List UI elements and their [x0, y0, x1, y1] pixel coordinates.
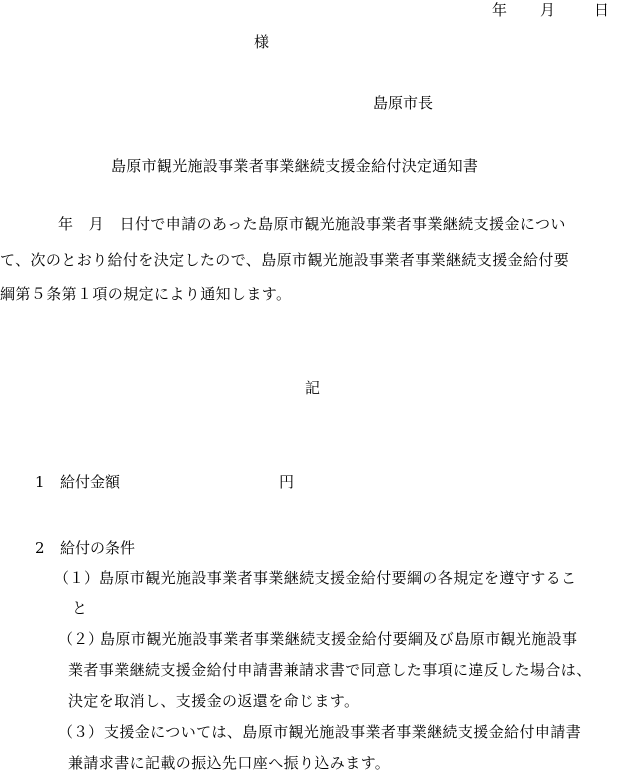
body-line: 年 月 日付で申請のあった島原市観光施設事業者事業継続支援金につい	[58, 215, 566, 233]
condition-3-number: （３）	[58, 723, 104, 741]
condition-1-number: （１）	[54, 569, 100, 587]
condition-2-line: 決定を取消し、支援金の返還を命じます。	[68, 692, 360, 710]
date-year-label: 年	[492, 1, 508, 19]
section-2-label: 給付の条件	[60, 539, 136, 557]
condition-3-line: 兼請求書に記載の振込先口座へ振り込みます。	[68, 754, 391, 772]
date-month-label: 月	[540, 1, 556, 19]
addressee-suffix: 様	[254, 33, 270, 51]
amount-unit: 円	[279, 473, 295, 491]
section-1-number: 1	[35, 473, 45, 491]
document-title: 島原市観光施設事業者事業継続支援金給付決定通知書	[111, 157, 479, 175]
date-day-label: 日	[594, 1, 610, 19]
condition-1-line: 島原市観光施設事業者事業継続支援金給付要綱の各規定を遵守するこ	[99, 569, 577, 587]
condition-1-line: と	[72, 599, 88, 617]
sender-name: 島原市長	[373, 94, 434, 112]
condition-2-line: 島原市観光施設事業者事業継続支援金給付要綱及び島原市観光施設事	[100, 630, 578, 648]
condition-2-line: 業者事業継続支援金給付申請書兼請求書で同意した事項に違反した場合は、	[68, 661, 592, 679]
condition-2-number: （２）	[58, 630, 104, 648]
body-line: て、次のとおり給付を決定したので、島原市観光施設事業者事業継続支援金給付要	[0, 251, 570, 269]
condition-3-line: 支援金については、島原市観光施設事業者事業継続支援金給付申請書	[104, 723, 582, 741]
ki-heading: 記	[305, 379, 321, 397]
section-1-label: 給付金額	[60, 473, 121, 491]
section-2-number: 2	[35, 539, 45, 557]
body-line: 綱第５条第１項の規定により通知します。	[0, 285, 292, 303]
